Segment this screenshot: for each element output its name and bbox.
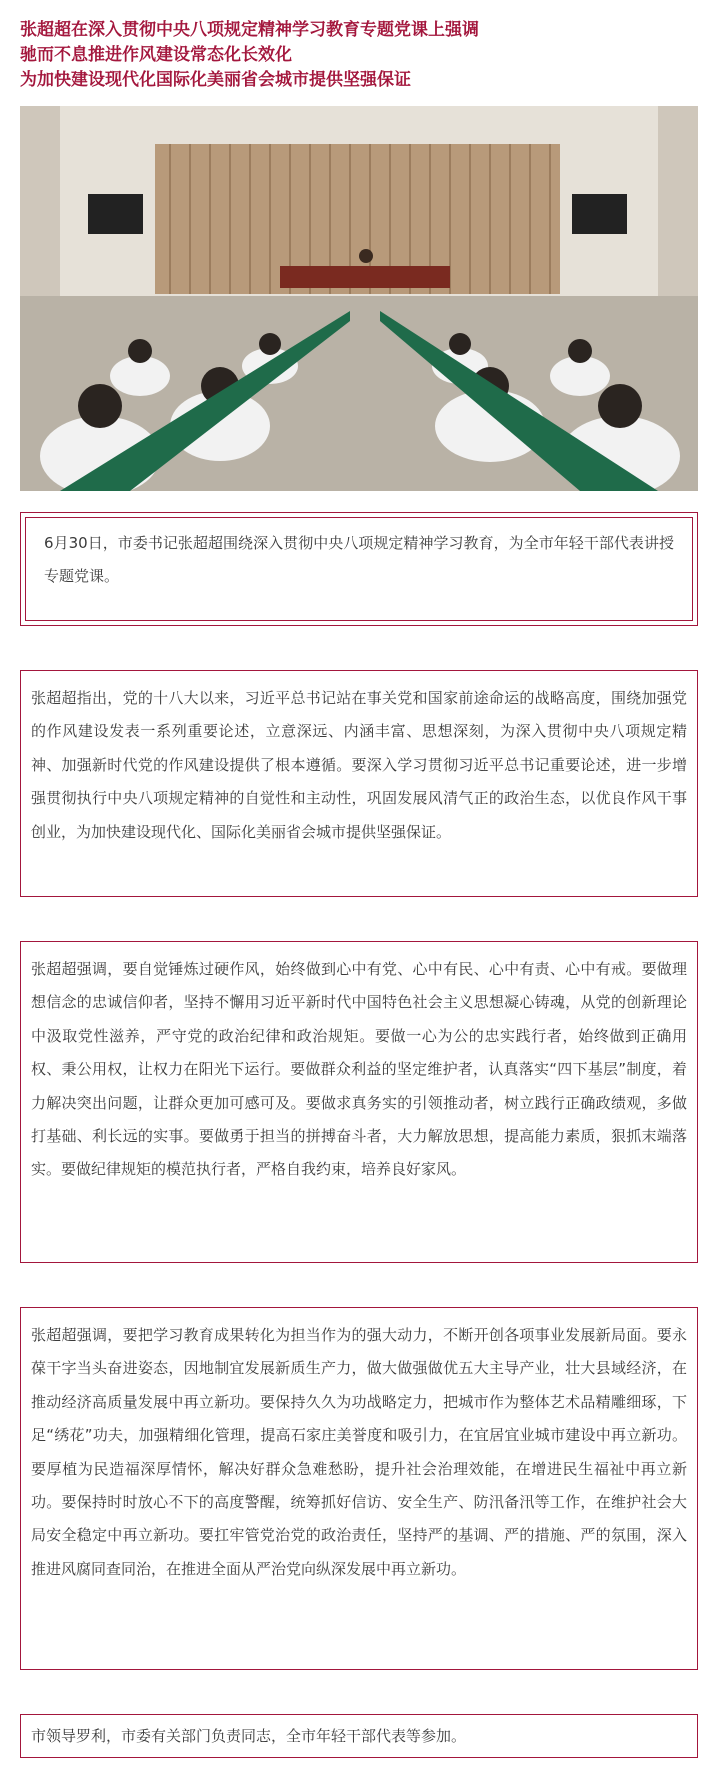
article-headline: [20, 18, 710, 93]
paragraph-1: 张超超指出，党的十八大以来，习近平总书记站在事关党和国家前途命运的战略高度，围绕加强党的作风建设发表一系列重要论述，立意深远、内涵丰富、思想深刻，为深入贯彻中央八项规定精神、加强新时代党的作风建设提供了根本遵循。要深入学习贯彻习近平总书记重要论述，进一步增强贯彻执行中央八项规定精神的自觉性和主动性，巩固发展风清气正的政治生态，以优良作风干事创业，为加快建设现代化、国际化美丽省会城市提供坚强保证。: [31, 689, 687, 841]
intro-box: [20, 512, 698, 626]
paragraph-box-3: [20, 1307, 698, 1670]
paragraph-box-4: [20, 1714, 698, 1758]
paragraph-box-1: [20, 670, 698, 897]
paragraph-box-2: [20, 941, 698, 1263]
paragraph-3: 张超超强调，要把学习教育成果转化为担当作为的强大动力，不断开创各项事业发展新局面。要永葆干字当头奋进姿态，因地制宜发展新质生产力，做大做强做优五大主导产业，壮大县域经济，在推动经济高质量发展中再立新功。要保持久久为功战略定力，把城市作为整体艺术品精雕细琢，下足“绣花”功夫，加强精细化管理，提高石家庄美誉度和吸引力，在宜居宜业城市建设中再立新功。要厚植为民造福深厚情怀，解决好群众急难愁盼，提升社会治理效能，在增进民生福祉中再立新功。要保持时时放心不下的高度警醒，统筹抓好信访、安全生产、防汛备汛等工作，在维护社会大局安全稳定中再立新功。要扛牢管党治党的政治责任，坚持严的基调、严的措施、严的氛围，深入推进风腐同查同治，在推进全面从严治党向纵深发展中再立新功。: [31, 1326, 687, 1578]
intro-text: 6月30日，市委书记张超超围绕深入贯彻中央八项规定精神学习教育，为全市年轻干部代表讲授专题党课。: [44, 534, 674, 585]
paragraph-2: 张超超强调，要自觉锤炼过硬作风，始终做到心中有党、心中有民、心中有责、心中有戒。要做理想信念的忠诚信仰者，坚持不懈用习近平新时代中国特色社会主义思想凝心铸魂，从党的创新理论中汲取党性滋养，严守党的政治纪律和政治规矩。要做一心为公的忠实践行者，始终做到正确用权、秉公用权，让权力在阳光下运行。要做群众利益的坚定维护者，认真落实“四下基层”制度，着力解决突出问题，让群众更加可感可及。要做求真务实的引领推动者，树立践行正确政绩观，多做打基础、利长远的实事。要做勇于担当的拼搏奋斗者，大力解放思想，提高能力素质，狠抓末端落实。要做纪律规矩的模范执行者，严格自我约束，培养良好家风。: [31, 960, 687, 1179]
paragraph-4: 市领导罗利，市委有关部门负责同志，全市年轻干部代表等参加。: [31, 1727, 467, 1745]
headline-line-3: 为加快建设现代化国际化美丽省会城市提供坚强保证: [20, 70, 411, 90]
intro-inner-frame: [25, 517, 693, 621]
headline-line-1: 张超超在深入贯彻中央八项规定精神学习教育专题党课上强调: [20, 20, 479, 40]
headline-line-2: 驰而不息推进作风建设常态化长效化: [20, 45, 292, 65]
meeting-photo: [20, 106, 698, 491]
